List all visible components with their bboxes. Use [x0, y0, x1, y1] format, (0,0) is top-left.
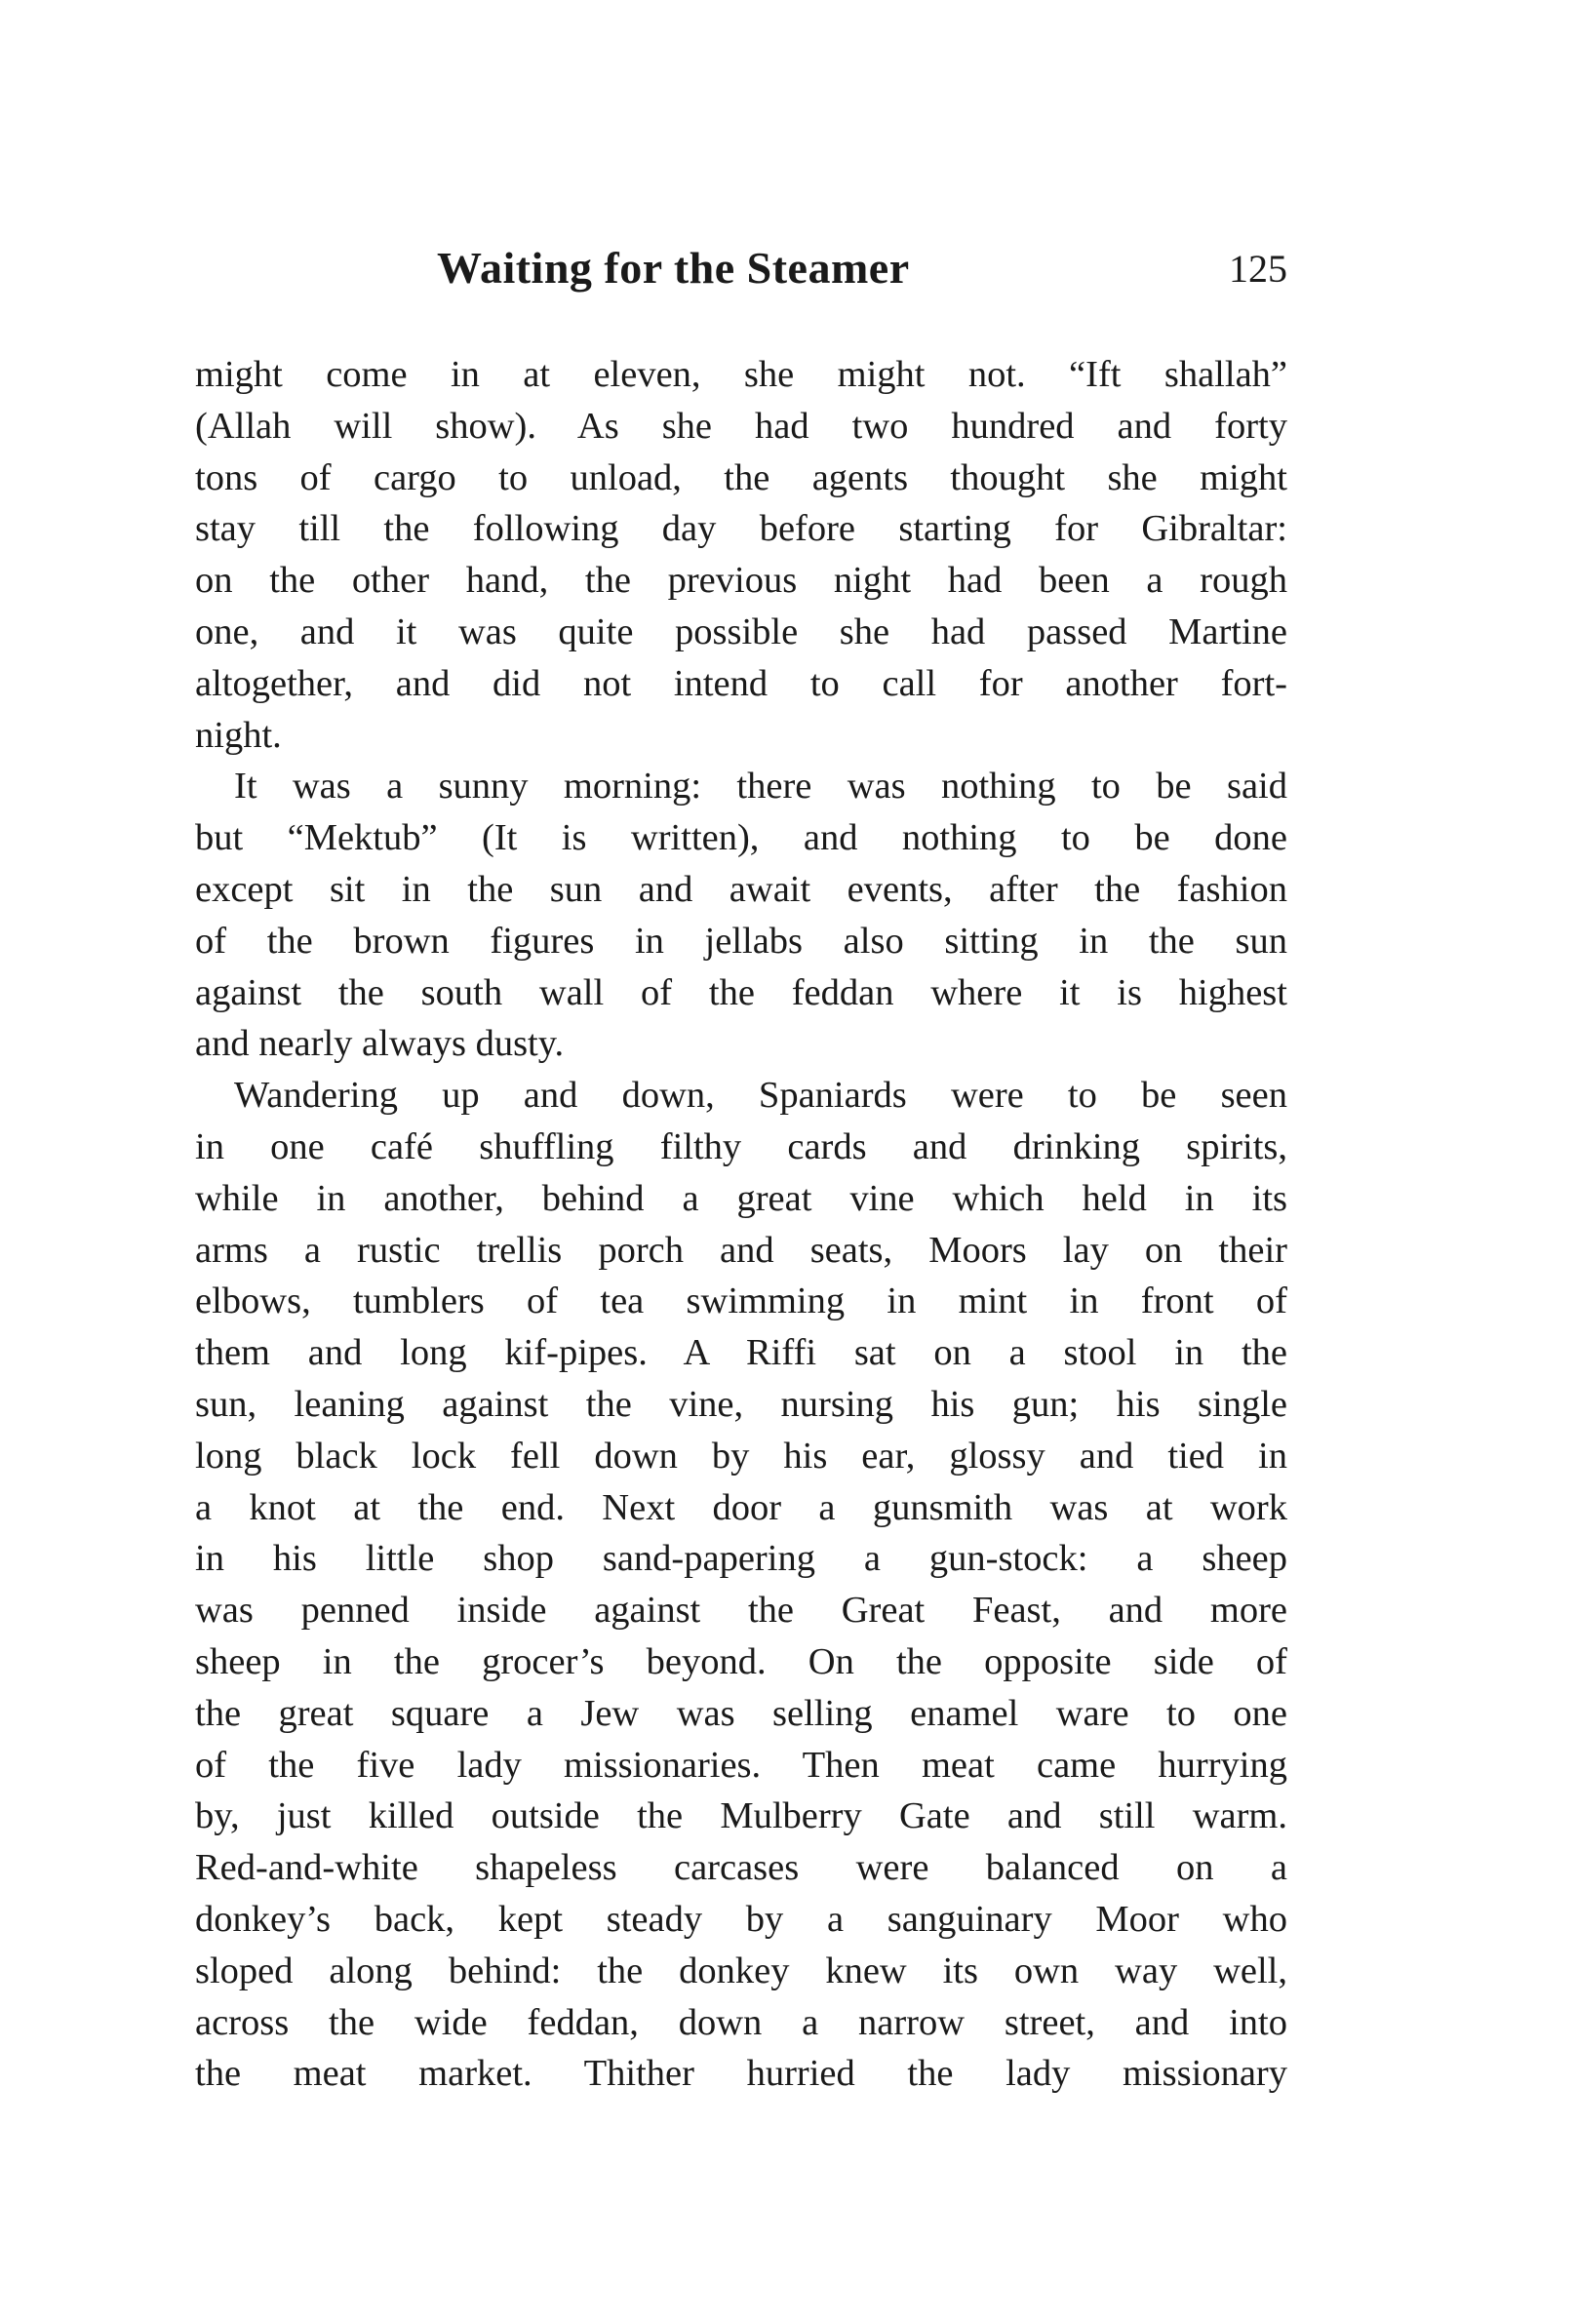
text-line: in one café shuffling filthy cards and drinking spirits,: [195, 1125, 1287, 1167]
body-text: [195, 349, 1287, 2100]
text-line: elbows, tumblers of tea swimming in mint in front of: [195, 1280, 1287, 1322]
text-line: and nearly always dusty.: [195, 1023, 565, 1065]
text-line: the meat market. Thither hurried the lady missionary: [195, 2053, 1287, 2095]
text-line: one, and it was quite possible she had passed Martine: [195, 611, 1287, 652]
text-line: against the south wall of the feddan where it is highest: [195, 971, 1287, 1013]
text-line: donkey’s back, kept steady by a sanguinary Moor who: [195, 1898, 1287, 1940]
text-line: sun, leaning against the vine, nursing his gun; his single: [195, 1383, 1287, 1425]
text-line: them and long kif-pipes. A Riffi sat on a stool in the: [195, 1332, 1287, 1374]
text-line: sloped along behind: the donkey knew its own way well,: [195, 1950, 1287, 1991]
text-line: (Allah will show). As she had two hundred and forty: [195, 405, 1287, 447]
text-line: was penned inside against the Great Feast, and more: [195, 1590, 1287, 1632]
text-line: altogether, and did not intend to call for another fort-: [195, 662, 1287, 704]
text-line: night.: [195, 714, 282, 756]
text-line: a knot at the end. Next door a gunsmith was at work: [195, 1486, 1287, 1528]
text-line: It was a sunny morning: there was nothing to be said: [234, 766, 1287, 807]
text-line: on the other hand, the previous night had been a rough: [195, 560, 1287, 602]
text-line: except sit in the sun and await events, after the fashion: [195, 868, 1287, 910]
text-line: long black lock fell down by his ear, glossy and tied in: [195, 1435, 1287, 1477]
text-line: sheep in the grocer’s beyond. On the opposite side of: [195, 1640, 1287, 1682]
page-number: 125: [1229, 247, 1287, 291]
text-line: tons of cargo to unload, the agents thought she might: [195, 456, 1287, 498]
text-line: while in another, behind a great vine which held in its: [195, 1177, 1287, 1219]
text-line: of the five lady missionaries. Then meat came hurrying: [195, 1744, 1287, 1786]
text-line: stay till the following day before starting for Gibraltar:: [195, 508, 1287, 550]
text-line: the great square a Jew was selling enamel ware to one: [195, 1692, 1287, 1734]
running-header: [195, 242, 1287, 310]
text-line: by, just killed outside the Mulberry Gate and still warm.: [195, 1795, 1287, 1837]
text-line: but “Mektub” (It is written), and nothing to be done: [195, 817, 1287, 859]
text-line: arms a rustic trellis porch and seats, Moors lay on their: [195, 1229, 1287, 1271]
text-line: Wandering up and down, Spaniards were to be seen: [234, 1075, 1287, 1117]
text-line: across the wide feddan, down a narrow street, and into: [195, 2001, 1287, 2043]
chapter-title: Waiting for the Steamer: [437, 243, 910, 293]
text-line: Red-and-white shapeless carcases were balanced on a: [195, 1847, 1287, 1889]
text-line: might come in at eleven, she might not. “Ift shallah”: [195, 354, 1287, 395]
text-line: of the brown figures in jellabs also sitting in the sun: [195, 920, 1287, 962]
text-line: in his little shop sand-papering a gun-stock: a sheep: [195, 1538, 1287, 1580]
